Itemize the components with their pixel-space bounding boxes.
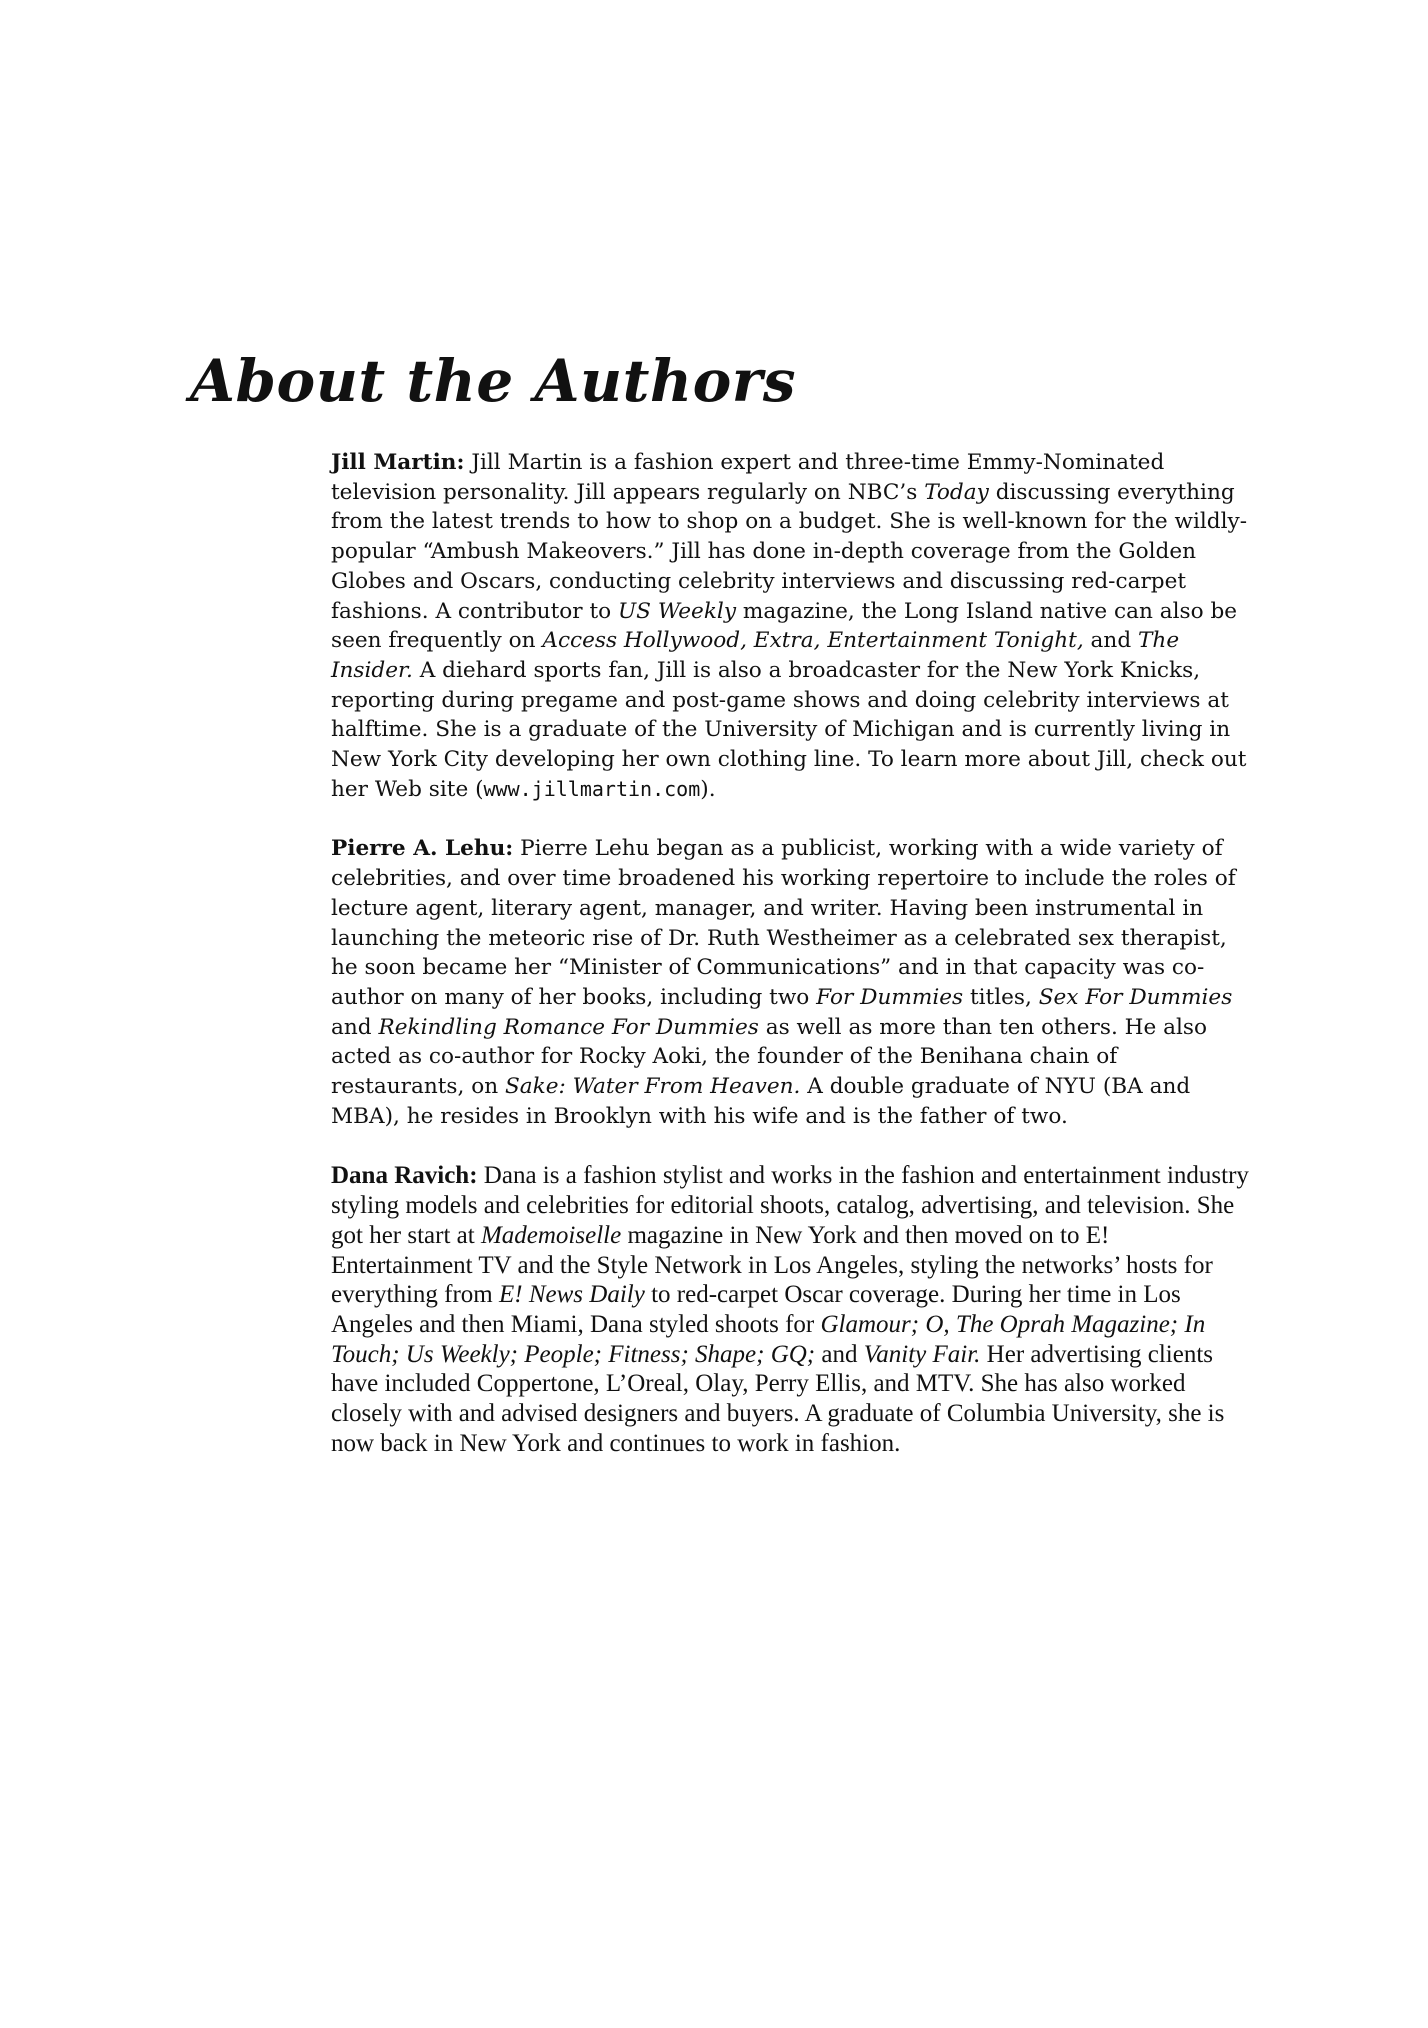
website-url: www.jillmartin.com: [483, 776, 701, 801]
author-name: Pierre A. Lehu:: [331, 836, 514, 862]
italic-title: Today: [924, 479, 989, 505]
bio-segment: to red-carpet Oscar coverage. During her time in Los Angeles and then Miami, Dana styled shoots for: [331, 1281, 1181, 1338]
bio-segment: magazine in New York and then moved on to E! Entertainment TV and the Style Network in Los Angeles, styling the networks’ hosts for everything from: [331, 1221, 1213, 1309]
italic-title: Glamour; O, The Oprah Magazine; In Touch; Us Weekly; People; Fitness; Shape; GQ;: [331, 1310, 1206, 1368]
author-name: Jill Martin:: [331, 450, 465, 475]
bio-segment: A double graduate of NYU (BA and MBA), he resides in Brooklyn with his wife and is the father of two.: [331, 1074, 1191, 1129]
bio-segment: and: [331, 1014, 379, 1040]
bio-segment: Her advertising clients have included Coppertone, L’Oreal, Olay, Perry Ellis, and MTV. She has also worked closely with and advised designers and buyers. A graduate of Columbia University, she is now back in New York and continues to work in fashion.: [331, 1340, 1225, 1457]
italic-title: Rekindling Romance For Dummies: [378, 1014, 759, 1040]
bio-text: [331, 450, 1247, 802]
bio-text: [331, 1162, 1249, 1456]
bio-segment: titles,: [963, 984, 1039, 1010]
bio-dana-ravich: [331, 1161, 1251, 1458]
italic-title: Access Hollywood, Extra, Entertainment Tonight,: [542, 628, 1084, 654]
bio-segment: as well as more than ten others. He also acted as co-author for Rocky Aoki, the founder of the Benihana chain of restaurants, on: [331, 1014, 1208, 1100]
italic-title: Mademoiselle: [480, 1221, 622, 1249]
bio-segment: Pierre Lehu began as a publicist, working with a wide variety of celebrities, and over time broadened his working repertoire to include the roles of lecture agent, literary agent, manager, and writer. Having been instrumental in launching the meteoric rise of Dr. Ruth Westheimer as a celebrated sex therapist, he soon became her “Minister of Communications” and in that capacity was co-author on many of her books, including two: [331, 836, 1236, 1010]
author-name: Dana Ravich:: [331, 1162, 478, 1190]
bio-jill-martin: [331, 448, 1251, 804]
bio-segment: ).: [700, 776, 716, 802]
author-bios: [331, 448, 1251, 1489]
italic-title: Vanity Fair.: [863, 1340, 981, 1368]
italic-title: E! News Daily: [499, 1281, 645, 1309]
italic-title: US Weekly: [617, 598, 737, 624]
italic-title: The Insider.: [331, 628, 1180, 683]
bio-segment: Jill Martin is a fashion expert and three-time Emmy-Nominated television personality. Jill appears regularly on NBC’s: [331, 450, 1165, 505]
italic-title: Sex For Dummies: [1038, 984, 1233, 1010]
bio-text: [331, 836, 1236, 1128]
italic-title: For Dummies: [816, 984, 964, 1010]
page-heading: About the Authors: [190, 347, 796, 415]
bio-segment: magazine, the Long Island native can also be seen frequently on: [331, 598, 1238, 654]
italic-title: Sake: Water From Heaven.: [505, 1074, 801, 1100]
bio-segment: Dana is a fashion stylist and works in the fashion and entertainment industry styling models and celebrities for editorial shoots, catalog, advertising, and television. She got her start at: [331, 1162, 1249, 1249]
bio-pierre-lehu: [331, 834, 1251, 1131]
bio-segment: A diehard sports fan, Jill is also a broadcaster for the New York Knicks, reporting during pregame and post-game shows and doing celebrity interviews at halftime. She is a graduate of the University of Michigan and is currently living in New York City developing her own clothing line. To learn more about Jill, check out her Web site (: [331, 657, 1247, 802]
bio-segment: and: [815, 1340, 864, 1368]
bio-segment: and: [1083, 628, 1139, 654]
bio-segment: discussing everything from the latest trends to how to shop on a budget. She is well-known for the wildly-popular “Ambush Makeovers.” Jill has done in-depth coverage from the Golden Globes and Oscars, conducting celebrity interviews and discussing red-carpet fashions. A contributor to: [331, 479, 1248, 624]
